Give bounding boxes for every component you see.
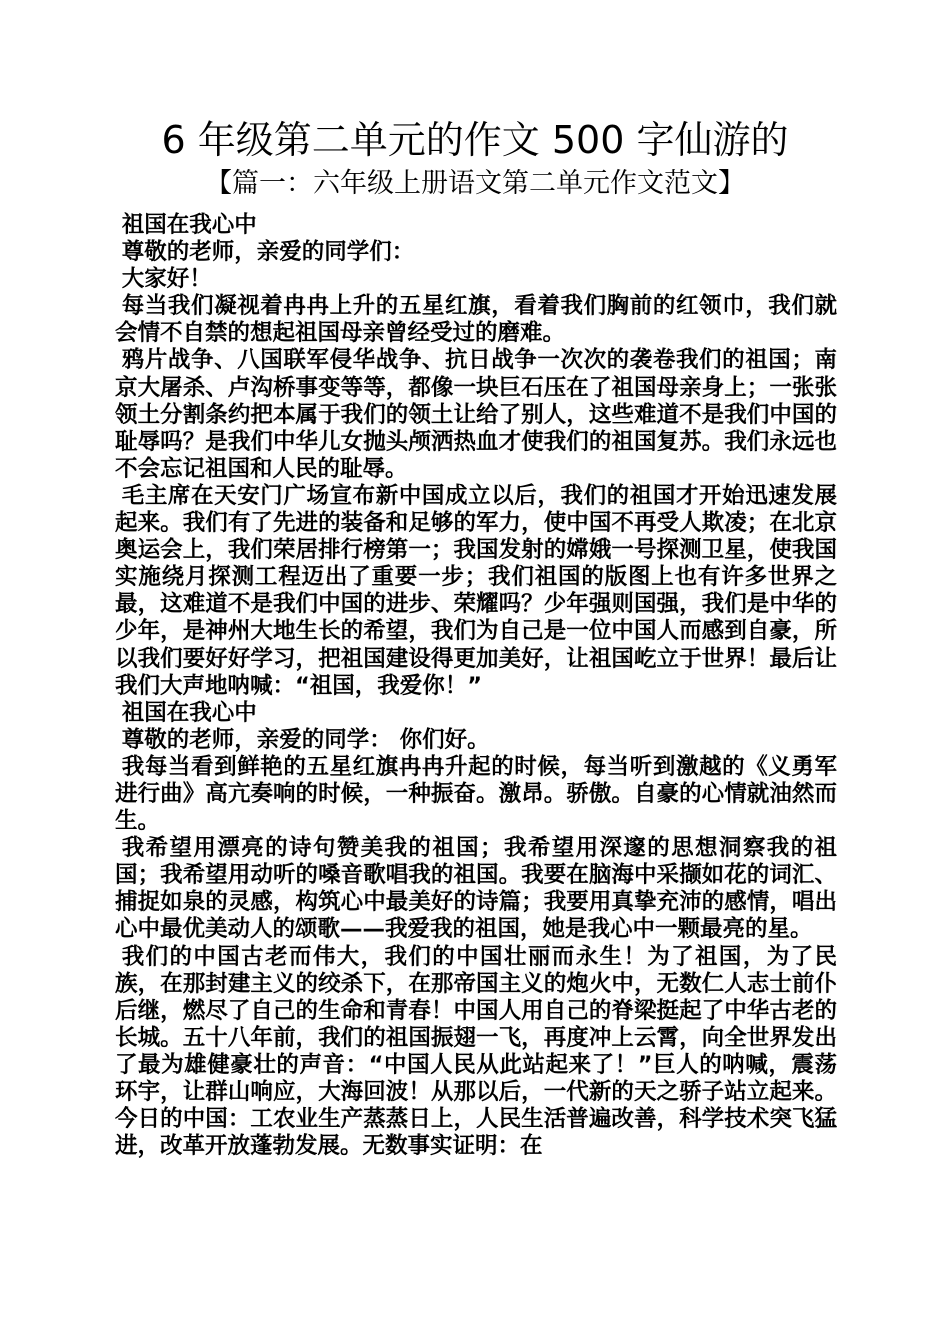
essay-body [115,212,837,1160]
paragraph: 毛主席在天安门广场宣布新中国成立以后，我们的祖国才开始迅速发展起来。我们有了先进的装备和足够的军力，使中国不再受人欺凌；在北京奥运会上，我们荣居排行榜第一；我国发射的嫦娥一号探测卫星，使我国实施绕月探测工程迈出了重要一步；我们祖国的版图上也有许多世界之最，这难道不是我们中国的进步、荣耀吗？少年强则国强，我们是中华的少年，是神州大地生长的希望，我们为自己是一位中国人而感到自豪，所以我们要好好学习，把祖国建设得更加美好，让祖国屹立于世界！最后让我们大声地呐喊：“祖国，我爱你！” [115,482,837,699]
essay-title: 祖国在我心中 [121,212,257,238]
salutation: 尊敬的老师，亲爱的同学： 你们好。 [121,726,490,753]
paragraph: 我希望用漂亮的诗句赞美我的祖国；我希望用深邃的思想洞察我的祖国；我希望用动听的嗓音歌唱我的祖国。我要在脑海中采撷如花的词汇、捕捉如泉的灵感，构筑心中最美好的诗篇；我要用真挚充沛的感情，唱出心中最优美动人的颂歌——我爱我的祖国，她是我心中一颗最亮的星。 [115,835,837,943]
paragraph: 鸦片战争、八国联军侵华战争、抗日战争一次次的袭卷我们的祖国；南京大屠杀、卢沟桥事变等等，都像一块巨石压在了祖国母亲身上；一张张领土分割条约把本属于我们的领土让给了别人，这些难道不是我们中国的耻辱吗？是我们中华儿女抛头颅洒热血才使我们的祖国复苏。我们永远也不会忘记祖国和人民的耻辱。 [115,347,837,482]
essay-title: 祖国在我心中 [121,699,257,726]
paragraph: 我每当看到鲜艳的五星红旗冉冉升起的时候，每当听到激越的《义勇军进行曲》高亢奏响的时候，一种振奋。激昂。骄傲。自豪的心情就油然而生。 [115,753,837,835]
section-heading: 【篇一：六年级上册语文第二单元作文范文】 [205,168,745,199]
paragraph: 我们的中国古老而伟大，我们的中国壮丽而永生！为了祖国，为了民族，在那封建主义的绞杀下，在那帝国主义的炮火中，无数仁人志士前仆后继，燃尽了自己的生命和青春！中国人用自己的脊梁挺起了中华古老的长城。五十八年前，我们的祖国振翅一飞，再度冲上云霄，向全世界发出了最为雄健豪壮的声音：“中国人民从此站起来了！”巨人的呐喊，震荡环宇，让群山响应，大海回波！从那以后，一代新的天之骄子站立起来。今日的中国：工农业生产蒸蒸日上，人民生活普遍改善，科学技术突飞猛进，改革开放蓬勃发展。无数事实证明：在 [115,943,837,1160]
salutation: 尊敬的老师，亲爱的同学们： [121,239,415,266]
paragraph: 每当我们凝视着冉冉上升的五星红旗，看着我们胸前的红领巾，我们就会情不自禁的想起祖国母亲曾经受过的磨难。 [115,293,837,347]
greeting: 大家好！ [121,266,212,293]
document-title: 6 年级第二单元的作文 500 字仙游的 [161,118,789,162]
